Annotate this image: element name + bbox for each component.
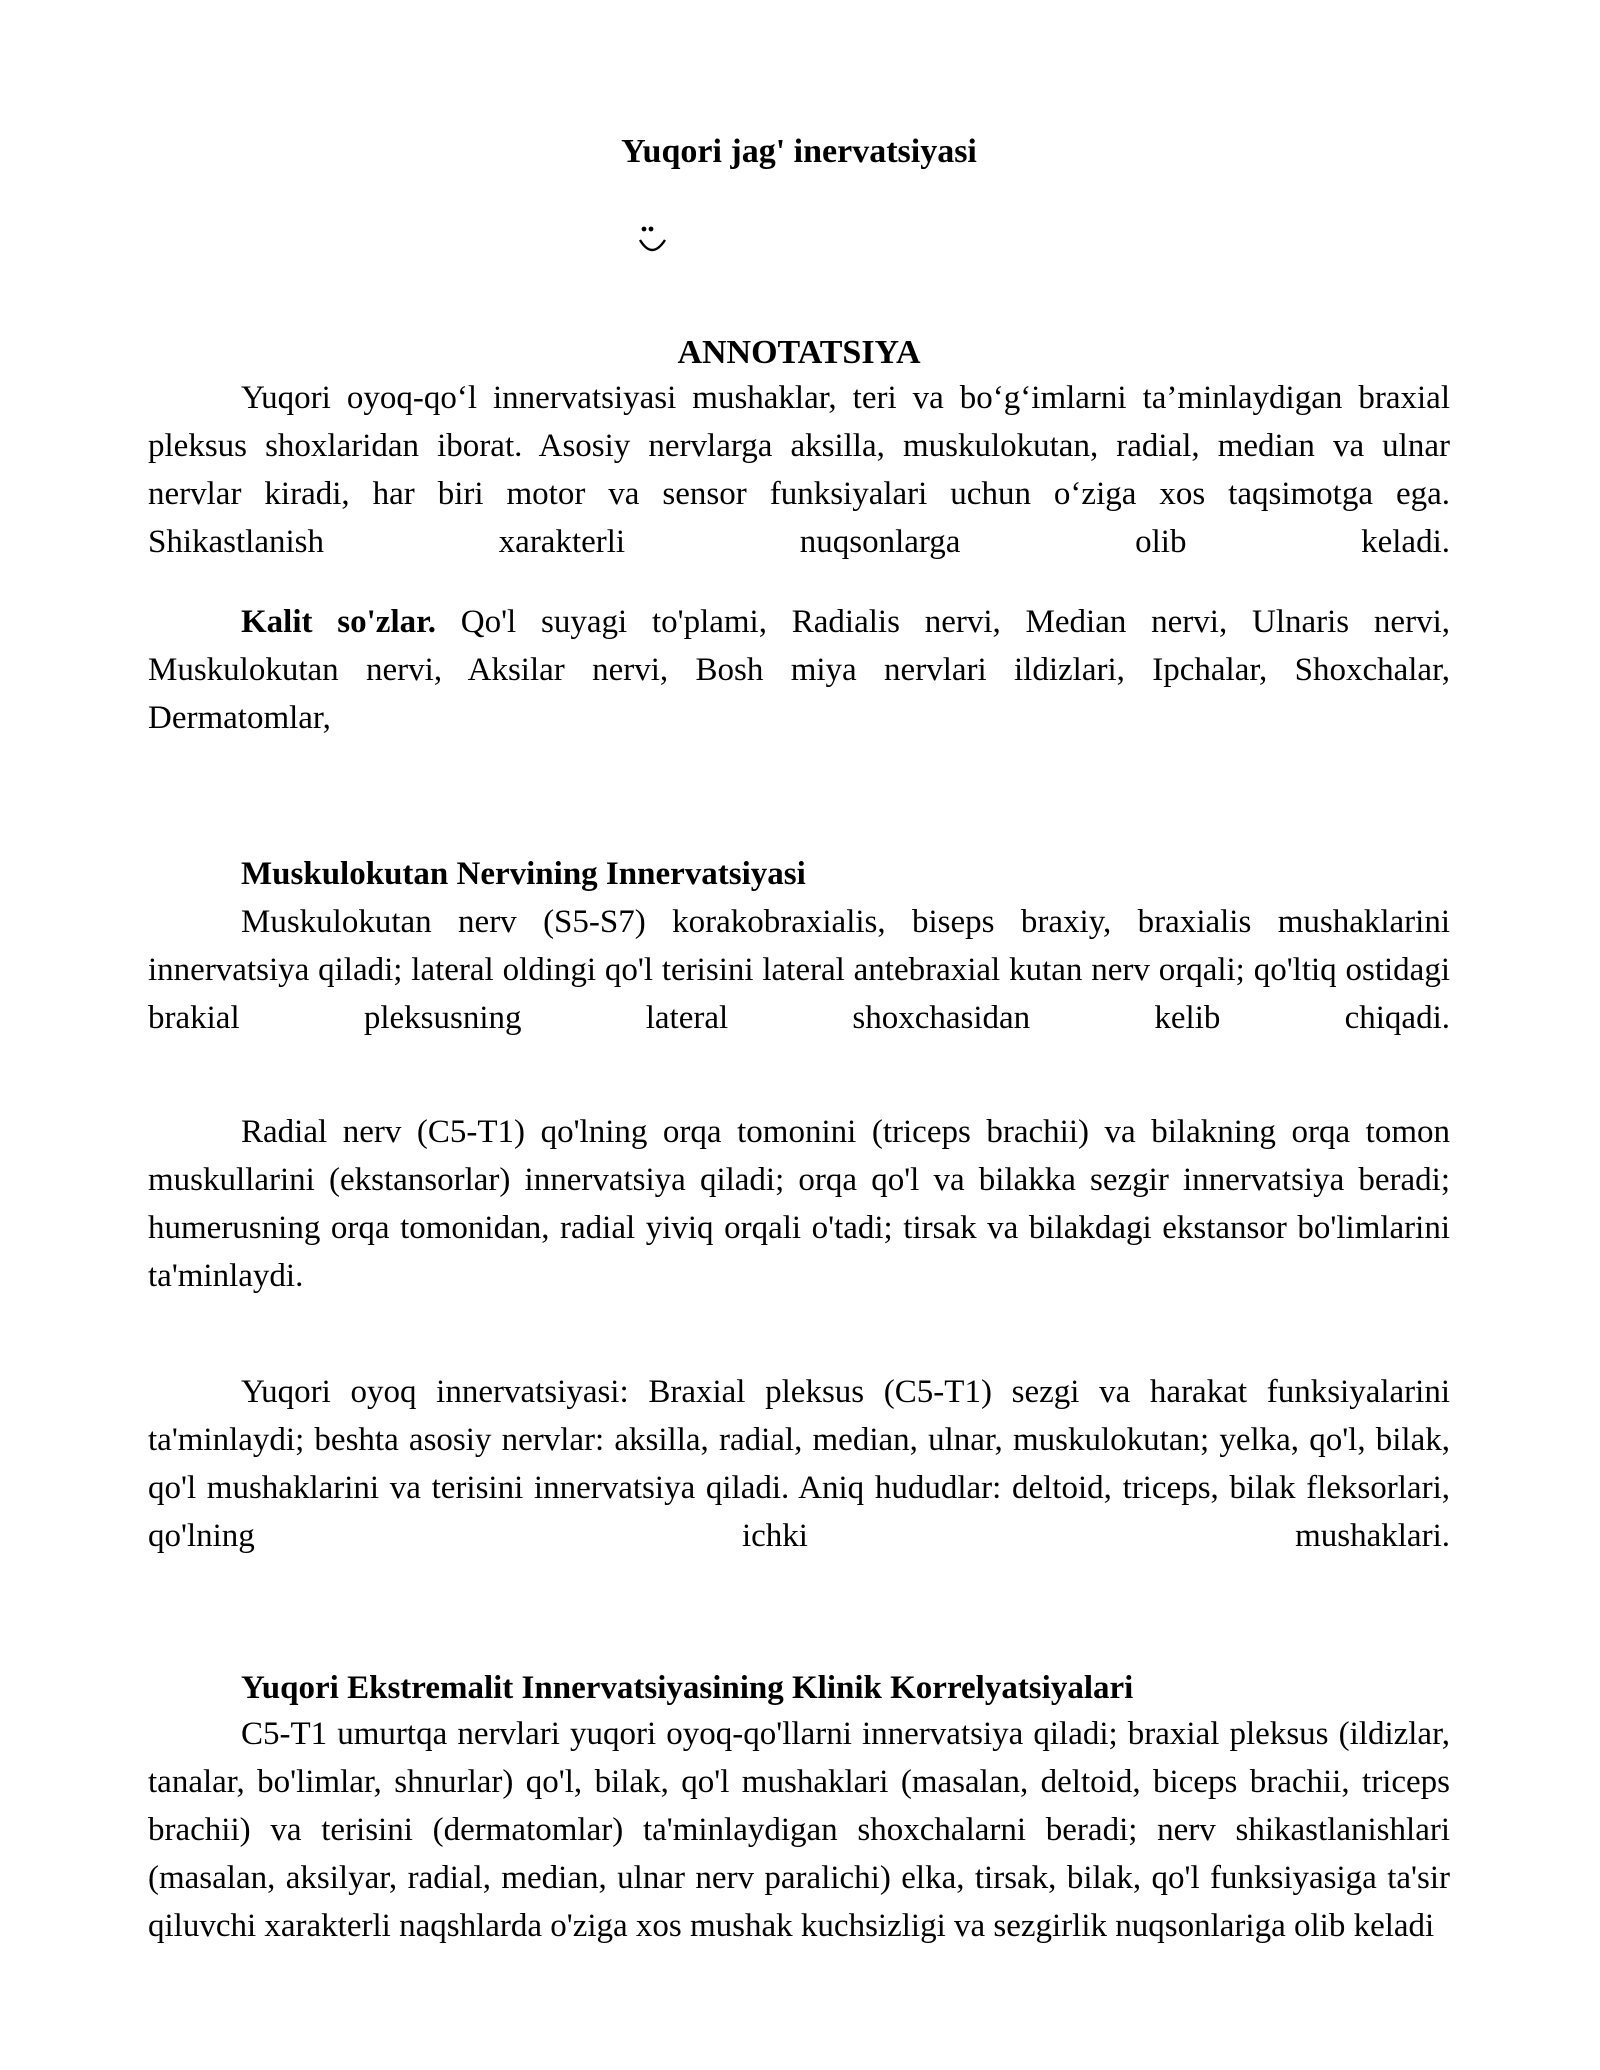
muskulokutan-paragraph: Muskulokutan nerv (S5-S7) korakobraxialis, biseps braxiy, braxialis mushaklarini innervatsiya qiladi; lateral oldingi qo'l terisini lateral antebraxial kutan nerv orqali; qo'ltiq ostidagi brakial pleksusning lateral shoxchasidan kelib chiqadi. (148, 904, 1450, 1036)
keywords-paragraph (148, 598, 1450, 742)
annotation-paragraph: Yuqori oyoq-qo‘l innervatsiyasi mushaklar, teri va bo‘g‘imlarni ta’minlaydigan braxial pleksus shoxlaridan iborat. Asosiy nervlarga aksilla, muskulokutan, radial, median va ulnar nervlar kiradi, har biri motor va sensor funksiyalari uchun o‘ziga xos taqsimotga ega. Shikastlanish xarakterli nuqsonlarga olib keladi. (148, 380, 1450, 560)
keywords-label: Kalit so'zlar. (241, 604, 436, 640)
section-heading-muskulokutan: Muskulokutan Nervining Innervatsiyasi (241, 856, 806, 892)
radial-nerve-paragraph: Radial nerv (C5-T1) qo'lning orqa tomonini (triceps brachii) va bilakning orqa tomon muskullarini (ekstansorlar) innervatsiya qiladi; orqa qo'l va bilakka sezgir innervatsiya beradi; humerusning orqa tomonidan, radial yiviq orqali o'tadi; tirsak va bilakdagi ekstansor bo'limlarini ta'minlaydi. (148, 1114, 1450, 1294)
clinical-paragraph: C5-T1 umurtqa nervlari yuqori oyoq-qo'llarni innervatsiya qiladi; braxial pleksus (ildizlar, tanalar, bo'limlar, shnurlar) qo'l, bilak, qo'l mushaklari (masalan, deltoid, biceps brachii, triceps brachii) va terisini (dermatomlar) ta'minlaydigan shoxchalarni beradi; nerv shikastlanishlari (masalan, aksilyar, radial, median, ulnar nerv paralichi) elka, tirsak, bilak, qo'l funksiyasiga ta'sir qiluvchi xarakterli naqshlarda o'ziga xos mushak kuchsizligi va sezgirlik nuqsonlariga olib keladi (148, 1716, 1450, 1944)
document-page (148, 0, 1450, 2070)
document-title: Yuqori jag' inervatsiyasi (621, 133, 977, 170)
section-heading-clinical: Yuqori Ekstremalit Innervatsiyasining Klinik Korrelyatsiyalari (241, 1670, 1134, 1706)
smiley-icon (632, 222, 672, 262)
annotation-heading: ANNOTATSIYA (677, 334, 921, 371)
upper-limb-paragraph: Yuqori oyoq innervatsiyasi: Braxial pleksus (C5-T1) sezgi va harakat funksiyalarini ta'minlaydi; beshta asosiy nervlar: aksilla, radial, median, ulnar, muskulokutan; yelka, qo'l, bilak, qo'l mushaklarini va terisini innervatsiya qiladi. Aniq hududlar: deltoid, triceps, bilak fleksorlari, qo'lning ichki mushaklari. (148, 1374, 1450, 1554)
keywords-text: Qo'l suyagi to'plami, Radialis nervi, Median nervi, Ulnaris nervi, Muskulokutan nervi, Aksilar nervi, Bosh miya nervlari ildizlari, Ipchalar, Shoxchalar, Dermatomlar, (148, 604, 1450, 736)
